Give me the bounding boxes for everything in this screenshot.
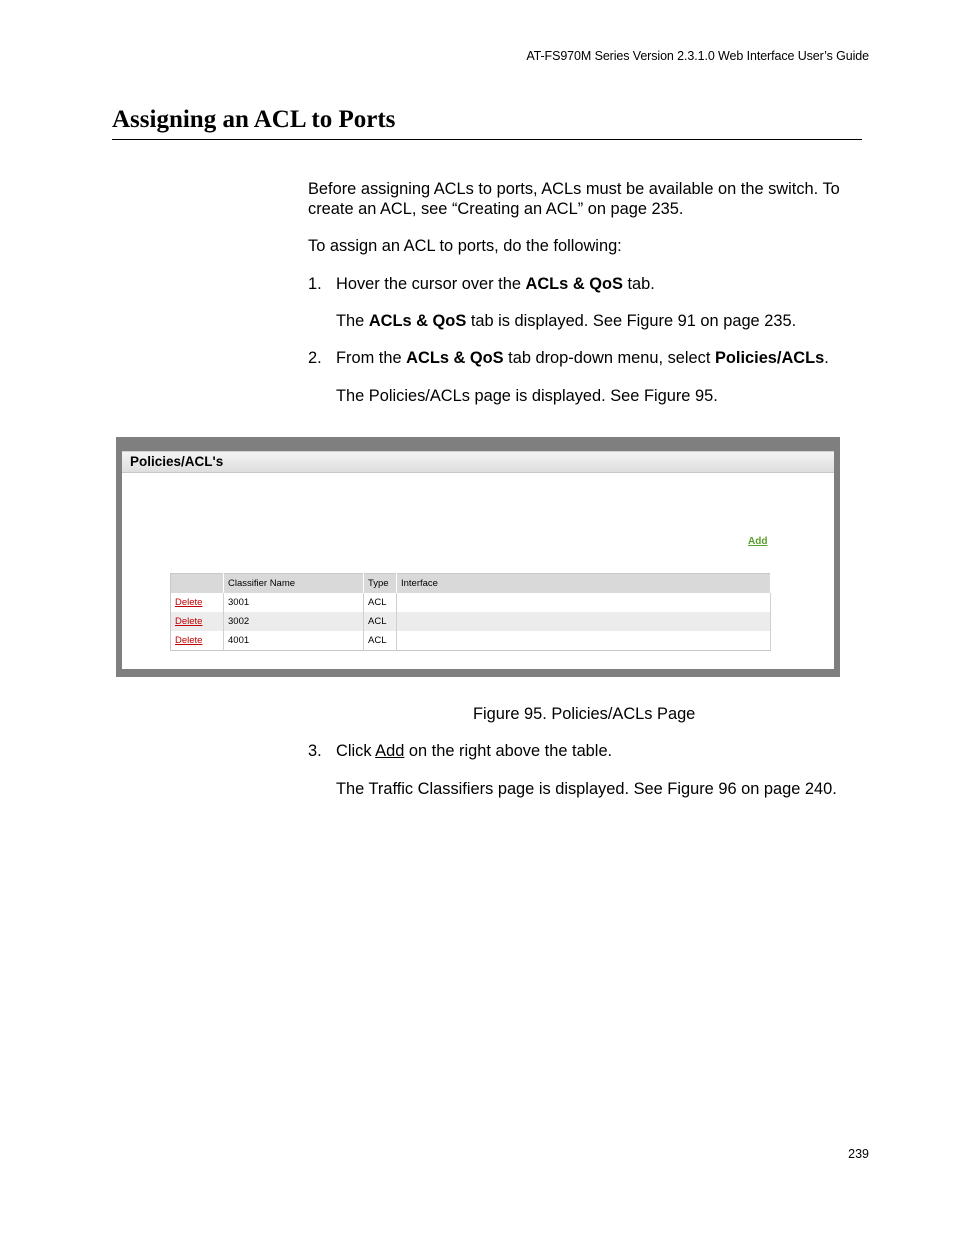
step-3-text: Click Add on the right above the table. (336, 742, 613, 760)
classifier-name-cell: 3002 (224, 612, 364, 631)
interface-cell (397, 612, 771, 631)
acl-table (170, 573, 771, 651)
table-row (171, 631, 771, 651)
step-1-result: The ACLs & QoS tab is displayed. See Figure 91 on page 235. (336, 312, 797, 330)
column-header: Classifier Name (224, 574, 364, 594)
delete-link[interactable]: Delete (171, 631, 224, 651)
step-number: 3. (308, 742, 322, 760)
type-cell: ACL (364, 593, 397, 612)
delete-link[interactable]: Delete (171, 593, 224, 612)
page-number: 239 (848, 1147, 869, 1161)
type-cell: ACL (364, 631, 397, 651)
policies-acls-panel (122, 451, 834, 669)
add-reference: Add (375, 742, 405, 760)
step-number: 1. (308, 275, 322, 293)
table-row (171, 593, 771, 612)
table-row (171, 612, 771, 631)
panel-title: Policies/ACL's (130, 454, 224, 469)
instructions-lead: To assign an ACL to ports, do the following: (308, 237, 622, 255)
classifier-name-cell: 3001 (224, 593, 364, 612)
column-header: Type (364, 574, 397, 594)
panel-header (122, 451, 834, 473)
delete-link[interactable]: Delete (171, 612, 224, 631)
step-number: 2. (308, 349, 322, 367)
classifier-name-cell: 4001 (224, 631, 364, 651)
step-1-text: Hover the cursor over the ACLs & QoS tab. (336, 275, 655, 293)
figure-caption: Figure 95. Policies/ACLs Page (473, 705, 696, 723)
intro-paragraph: Before assigning ACLs to ports, ACLs must be available on the switch. To create an ACL, see “Creating an ACL” on page 235. (308, 180, 840, 218)
section-title: Assigning an ACL to Ports (112, 106, 396, 133)
title-rule (112, 139, 862, 140)
figure-screenshot (116, 437, 840, 677)
running-header: AT-FS970M Series Version 2.3.1.0 Web Interface User’s Guide (526, 49, 869, 63)
step-2-result: The Policies/ACLs page is displayed. See Figure 95. (336, 387, 718, 405)
type-cell: ACL (364, 612, 397, 631)
add-link[interactable]: Add (748, 536, 768, 547)
interface-cell (397, 631, 771, 651)
step-2-text: From the ACLs & QoS tab drop-down menu, select Policies/ACLs. (336, 349, 829, 367)
column-header: Interface (397, 574, 771, 594)
table-header-row (171, 574, 771, 594)
step-3-result: The Traffic Classifiers page is displayed. See Figure 96 on page 240. (336, 780, 837, 798)
interface-cell (397, 593, 771, 612)
column-header (171, 574, 224, 594)
